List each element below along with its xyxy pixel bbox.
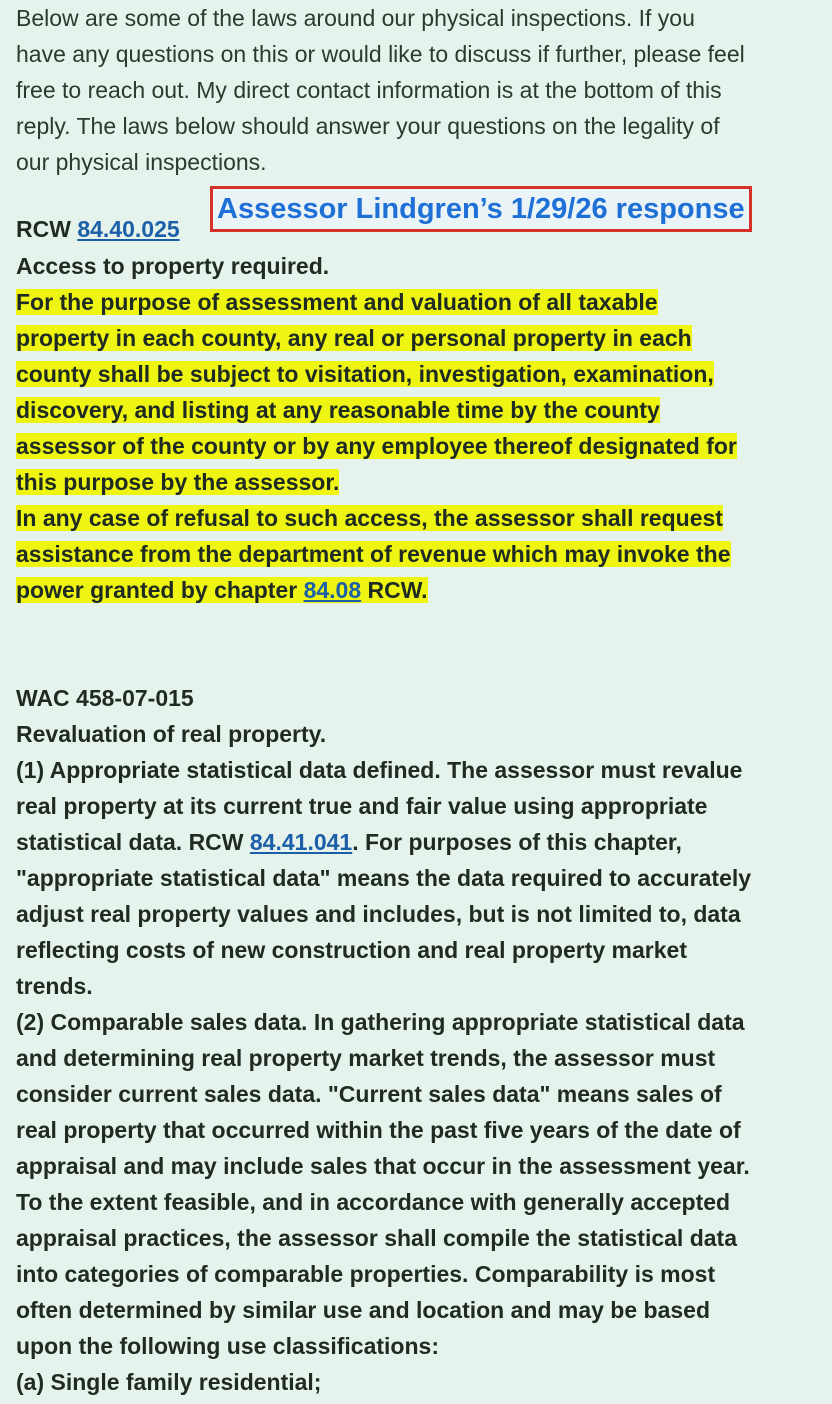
wac-citation: WAC 458-07-015 [16, 685, 194, 711]
highlighted-text: property in each county, any real or personal property in each [16, 325, 692, 351]
assessor-response-callout: Assessor Lindgren’s 1/29/26 response [210, 186, 752, 232]
wac-text: . For purposes of this chapter, [352, 829, 682, 855]
wac-line: adjust real property values and includes, but is not limited to, data [16, 901, 741, 927]
wac-title: Revaluation of real property. [16, 721, 327, 747]
wac-line: trends. [16, 973, 93, 999]
intro-paragraph [16, 0, 816, 180]
intro-line: have any questions on this or would like to discuss if further, please feel [16, 41, 745, 67]
wac-line: appraisal practices, the assessor shall compile the statistical data [16, 1225, 737, 1251]
wac-line: To the extent feasible, and in accordance with generally accepted [16, 1189, 731, 1215]
highlighted-text: this purpose by the assessor. [16, 469, 340, 495]
highlighted-text: RCW. [361, 577, 428, 603]
rcw-84-41-041-link[interactable]: 84.41.041 [249, 829, 353, 855]
wac-line: (1) Appropriate statistical data defined. The assessor must revalue [16, 757, 743, 783]
wac-line: and determining real property market trends, the assessor must [16, 1045, 716, 1071]
rcw-citation [16, 211, 180, 247]
wac-line: (a) Single family residential; [16, 1369, 322, 1395]
intro-line: free to reach out. My direct contact information is at the bottom of this [16, 77, 722, 103]
rcw-section [16, 248, 737, 608]
highlighted-text-final [16, 577, 428, 603]
wac-line: (2) Comparable sales data. In gathering appropriate statistical data [16, 1009, 745, 1035]
intro-line: reply. The laws below should answer your questions on the legality of [16, 113, 720, 139]
wac-line: real property that occurred within the past five years of the date of [16, 1117, 741, 1143]
highlighted-text: In any case of refusal to such access, the assessor shall request [16, 505, 723, 531]
intro-line: our physical inspections. [16, 149, 267, 175]
wac-line: into categories of comparable properties. Comparability is most [16, 1261, 716, 1287]
highlighted-text: county shall be subject to visitation, investigation, examination, [16, 361, 714, 387]
highlighted-text: power granted by chapter [16, 577, 304, 603]
highlighted-text: assistance from the department of revenue which may invoke the [16, 541, 731, 567]
chapter-84-08-link[interactable]: 84.08 [303, 577, 362, 603]
rcw-prefix: RCW [16, 216, 78, 242]
wac-section [16, 680, 751, 1400]
highlighted-text: discovery, and listing at any reasonable time by the county [16, 397, 660, 423]
rcw-title: Access to property required. [16, 253, 330, 279]
wac-text: statistical data. RCW [16, 829, 250, 855]
wac-line: consider current sales data. "Current sales data" means sales of [16, 1081, 722, 1107]
wac-line: real property at its current true and fair value using appropriate [16, 793, 708, 819]
wac-line: upon the following use classifications: [16, 1333, 439, 1359]
rcw-84-40-025-link[interactable]: 84.40.025 [77, 216, 180, 242]
highlighted-text: assessor of the county or by any employee thereof designated for [16, 433, 737, 459]
intro-line: Below are some of the laws around our physical inspections. If you [16, 5, 695, 31]
wac-line: appraisal and may include sales that occur in the assessment year. [16, 1153, 750, 1179]
highlighted-text: For the purpose of assessment and valuation of all taxable [16, 289, 658, 315]
wac-line: often determined by similar use and location and may be based [16, 1297, 711, 1323]
wac-line: "appropriate statistical data" means the data required to accurately [16, 865, 752, 891]
wac-line-with-link [16, 824, 751, 860]
wac-line: reflecting costs of new construction and real property market [16, 937, 687, 963]
